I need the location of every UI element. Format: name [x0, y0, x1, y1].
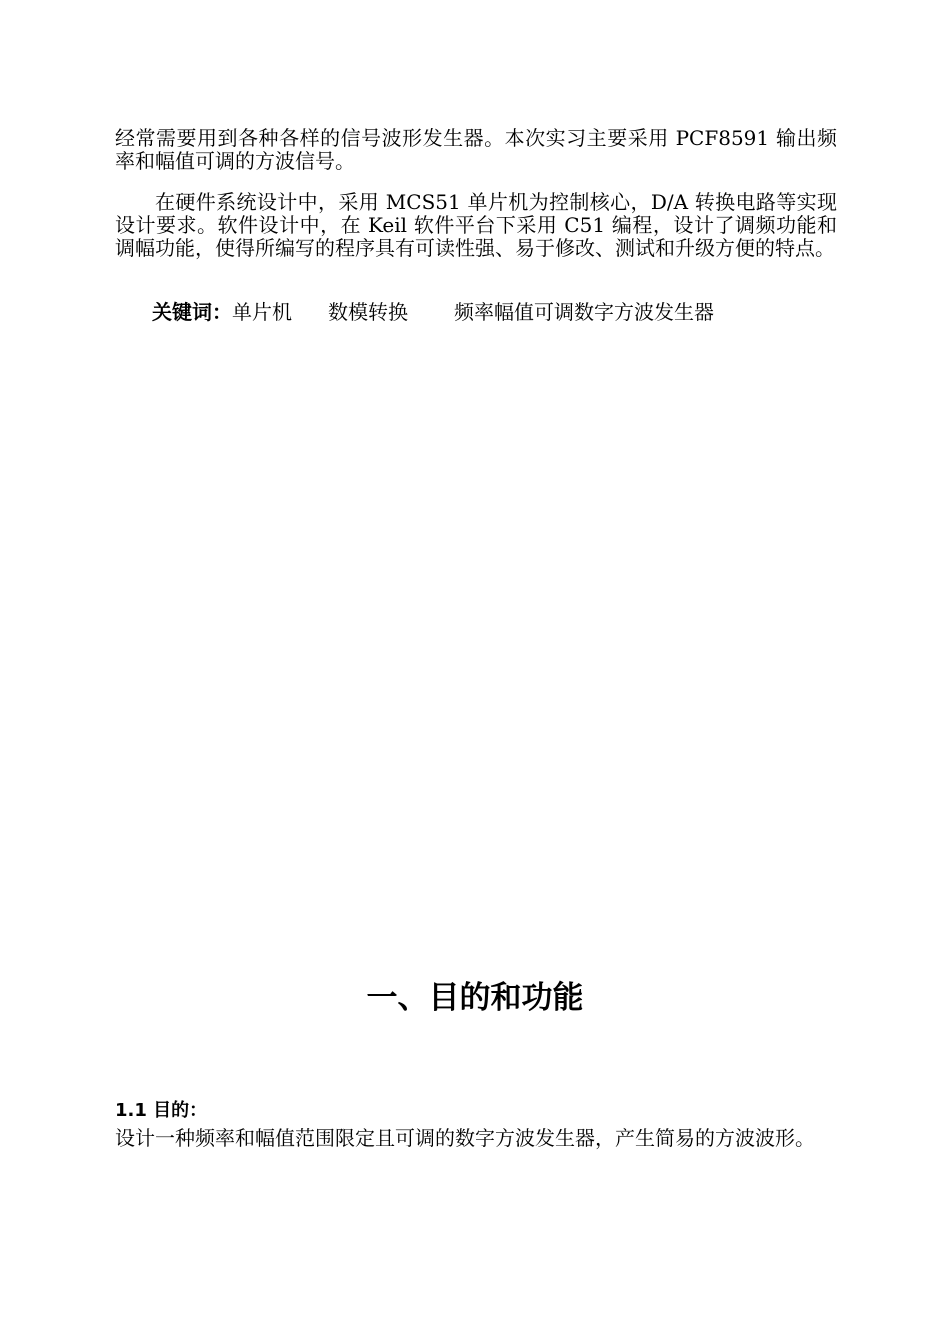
keyword-item: 数模转换	[328, 300, 408, 324]
section-heading: 1.1 目的：	[115, 1100, 208, 1121]
keyword-item: 频率幅值可调数字方波发生器	[454, 300, 714, 324]
keywords-line	[152, 300, 714, 324]
abstract-paragraph-1: 经常需要用到各种各样的信号波形发生器。本次实习主要采用 PCF8591 输出频率和幅值可调的方波信号。	[115, 126, 837, 173]
section-body: 设计一种频率和幅值范围限定且可调的数字方波发生器，产生简易的方波波形。	[115, 1126, 815, 1150]
keywords-label: 关键词：	[152, 300, 232, 324]
abstract-paragraph-2: 在硬件系统设计中，采用 MCS51 单片机为控制核心，D/A 转换电路等实现设计要求。软件设计中，在 Keil 软件平台下采用 C51 编程，设计了调频功能和调幅功能，使得所编写的程序具有可读性强、易于修改、测试和升级方便的特点。	[115, 190, 837, 260]
chapter-title: 一、目的和功能	[366, 980, 584, 1016]
keyword-item: 单片机	[232, 300, 292, 324]
